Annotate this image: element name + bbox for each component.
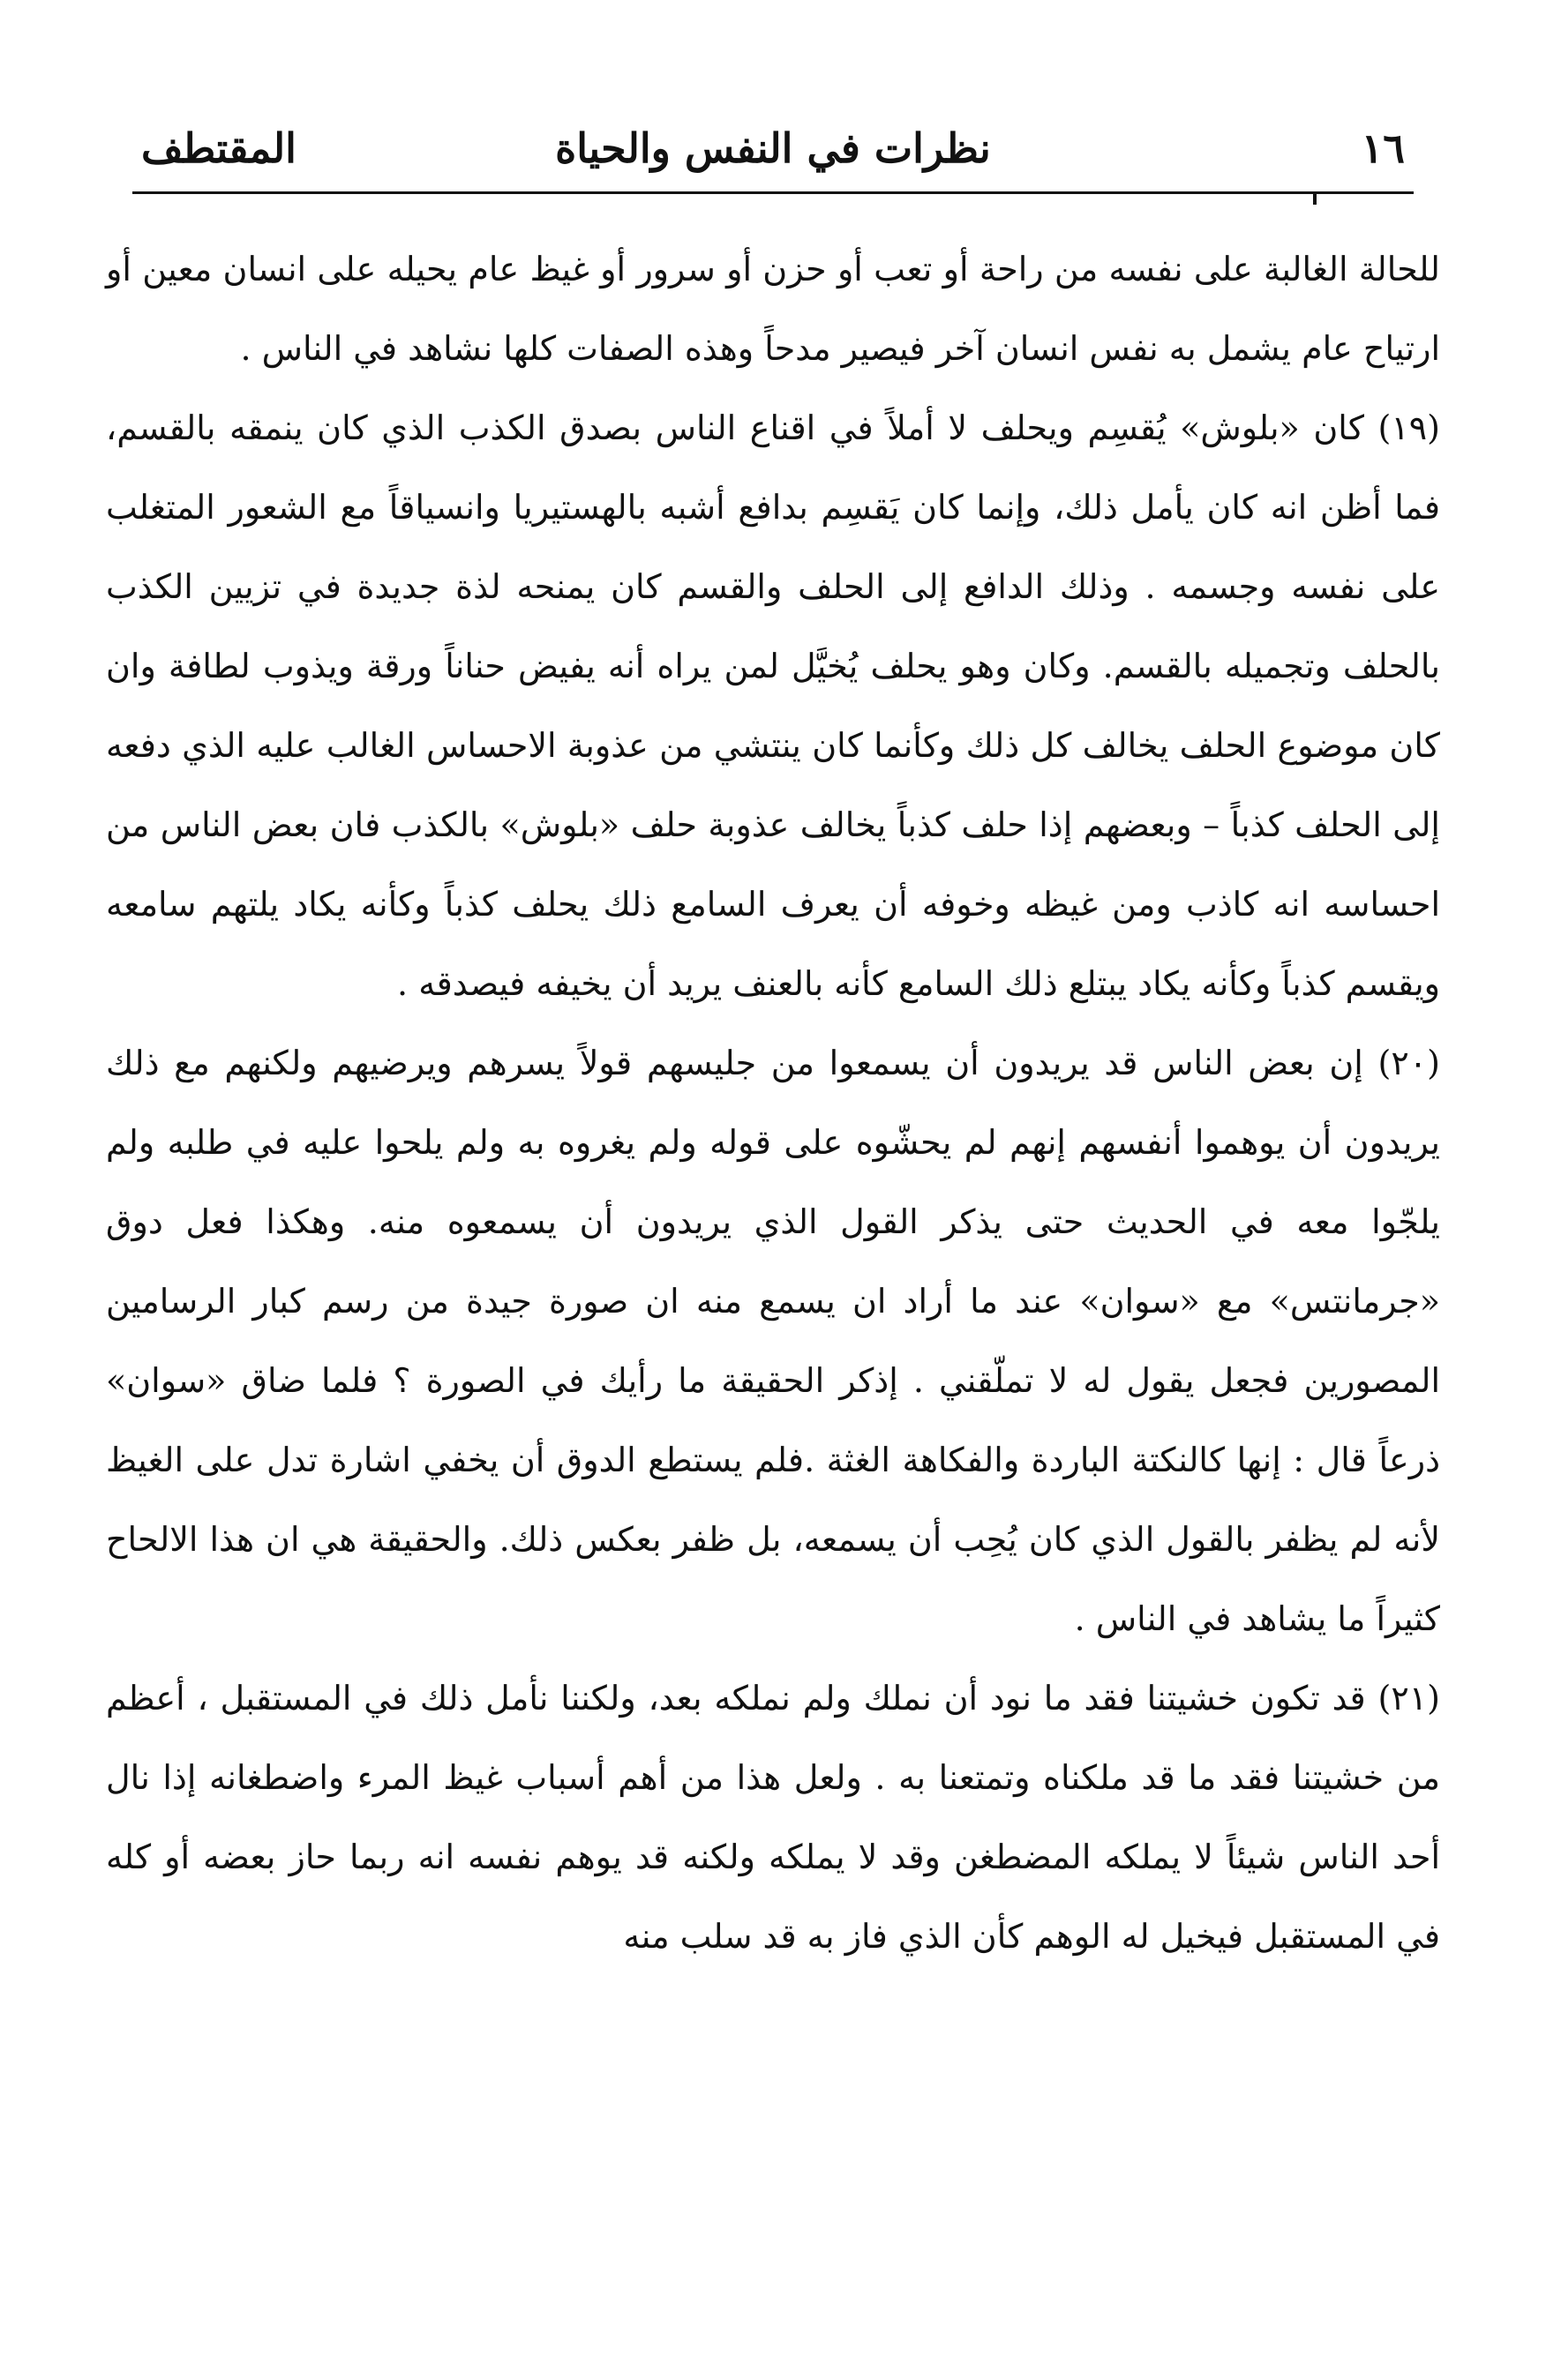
paragraph-21: (٢١) قد تكون خشيتنا فقد ما نود أن نملك ولم نملكه بعد، ولكننا نأمل ذلك في المستقبل ، أعظم من خشيتنا فقد ما قد ملكناه وتمتعنا به . ولعل هذا من أهم أسباب غيظ المرء واضطغانه إذا نال أحد الناس شيئاً لا يملكه المضطغن وقد لا يملكه ولكنه قد يوهم نفسه انه ربما حاز بعضه أو كله في المستقبل فيخيل له الوهم كأن الذي فاز به قد سلب منه bbox=[106, 1679, 1440, 1956]
paragraph-continuation: للحالة الغالبة على نفسه من راحة أو تعب أو حزن أو سرور أو غيظ عام يحيله على انسان معين أو ارتياح عام يشمل به نفس انسان آخر فيصير مدحاً وهذه الصفات كلها نشاهد في الناس . bbox=[106, 250, 1440, 368]
paragraph-19: (١٩) كان «بلوش» يُقسِم ويحلف لا أملاً في اقناع الناس بصدق الكذب الذي كان ينمقه بالقسم، فما أظن انه كان يأمل ذلك، وإنما كان يَقسِم بدافع أشبه بالهستيريا وانسياقاً مع الشعور المتغلب على نفسه وجسمه . وذلك الدافع إلى الحلف والقسم كان يمنحه لذة جديدة في تزيين الكذب بالحلف وتجميله بالقسم. وكان وهو يحلف يُخيَّل لمن يراه أنه يفيض حناناً ورقة ويذوب لطافة وان كان موضوع الحلف يخالف كل ذلك وكأنما كان ينتشي من عذوبة الاحساس الغالب عليه الذي دفعه إلى الحلف كذباً – وبعضهم إذا حلف كذباً يخالف عذوبة حلف «بلوش» بالكذب فان بعض الناس من احساسه انه كاذب ومن غيظه وخوفه أن يعرف السامع ذلك يحلف كذباً وكأنه يكاد يلتهم سامعه ويقسم كذباً وكأنه يكاد يبتلع ذلك السامع كأنه بالعنف يريد أن يخيفه فيصدقه . bbox=[106, 408, 1440, 1003]
rule-tick bbox=[1313, 194, 1317, 205]
page-header bbox=[132, 106, 1414, 194]
magazine-name: المقتطف bbox=[141, 124, 296, 172]
running-title: نظرات في النفس والحياة bbox=[555, 124, 991, 172]
paragraph-20: (٢٠) إن بعض الناس قد يريدون أن يسمعوا من جليسهم قولاً يسرهم ويرضيهم ولكنهم مع ذلك يريدون أن يوهموا أنفسهم إنهم لم يحشّوه على قوله ولم يغروه به ولم يلحوا عليه في طلبه ولم يلجّوا معه في الحديث حتى يذكر القول الذي يريدون أن يسمعوه منه. وهكذا فعل دوق «جرمانتس» مع «سوان» عند ما أراد ان يسمع منه ان صورة جيدة من رسم كبار الرسامين المصورين فجعل يقول له لا تملّقني . إذكر الحقيقة ما رأيك في الصورة ؟ فلما ضاق «سوان» ذرعاً قال : إنها كالنكتة الباردة والفكاهة الغثة .فلم يستطع الدوق أن يخفي اشارة تدل على الغيظ لأنه لم يظفر بالقول الذي كان يُحِب أن يسمعه، بل ظفر بعكس ذلك. والحقيقة هي ان هذا الالحاح كثيراً ما يشاهد في الناس . bbox=[106, 1044, 1440, 1638]
page-body bbox=[106, 229, 1440, 2345]
page-number: ١٦ bbox=[1361, 124, 1405, 172]
header-rule bbox=[132, 191, 1414, 194]
